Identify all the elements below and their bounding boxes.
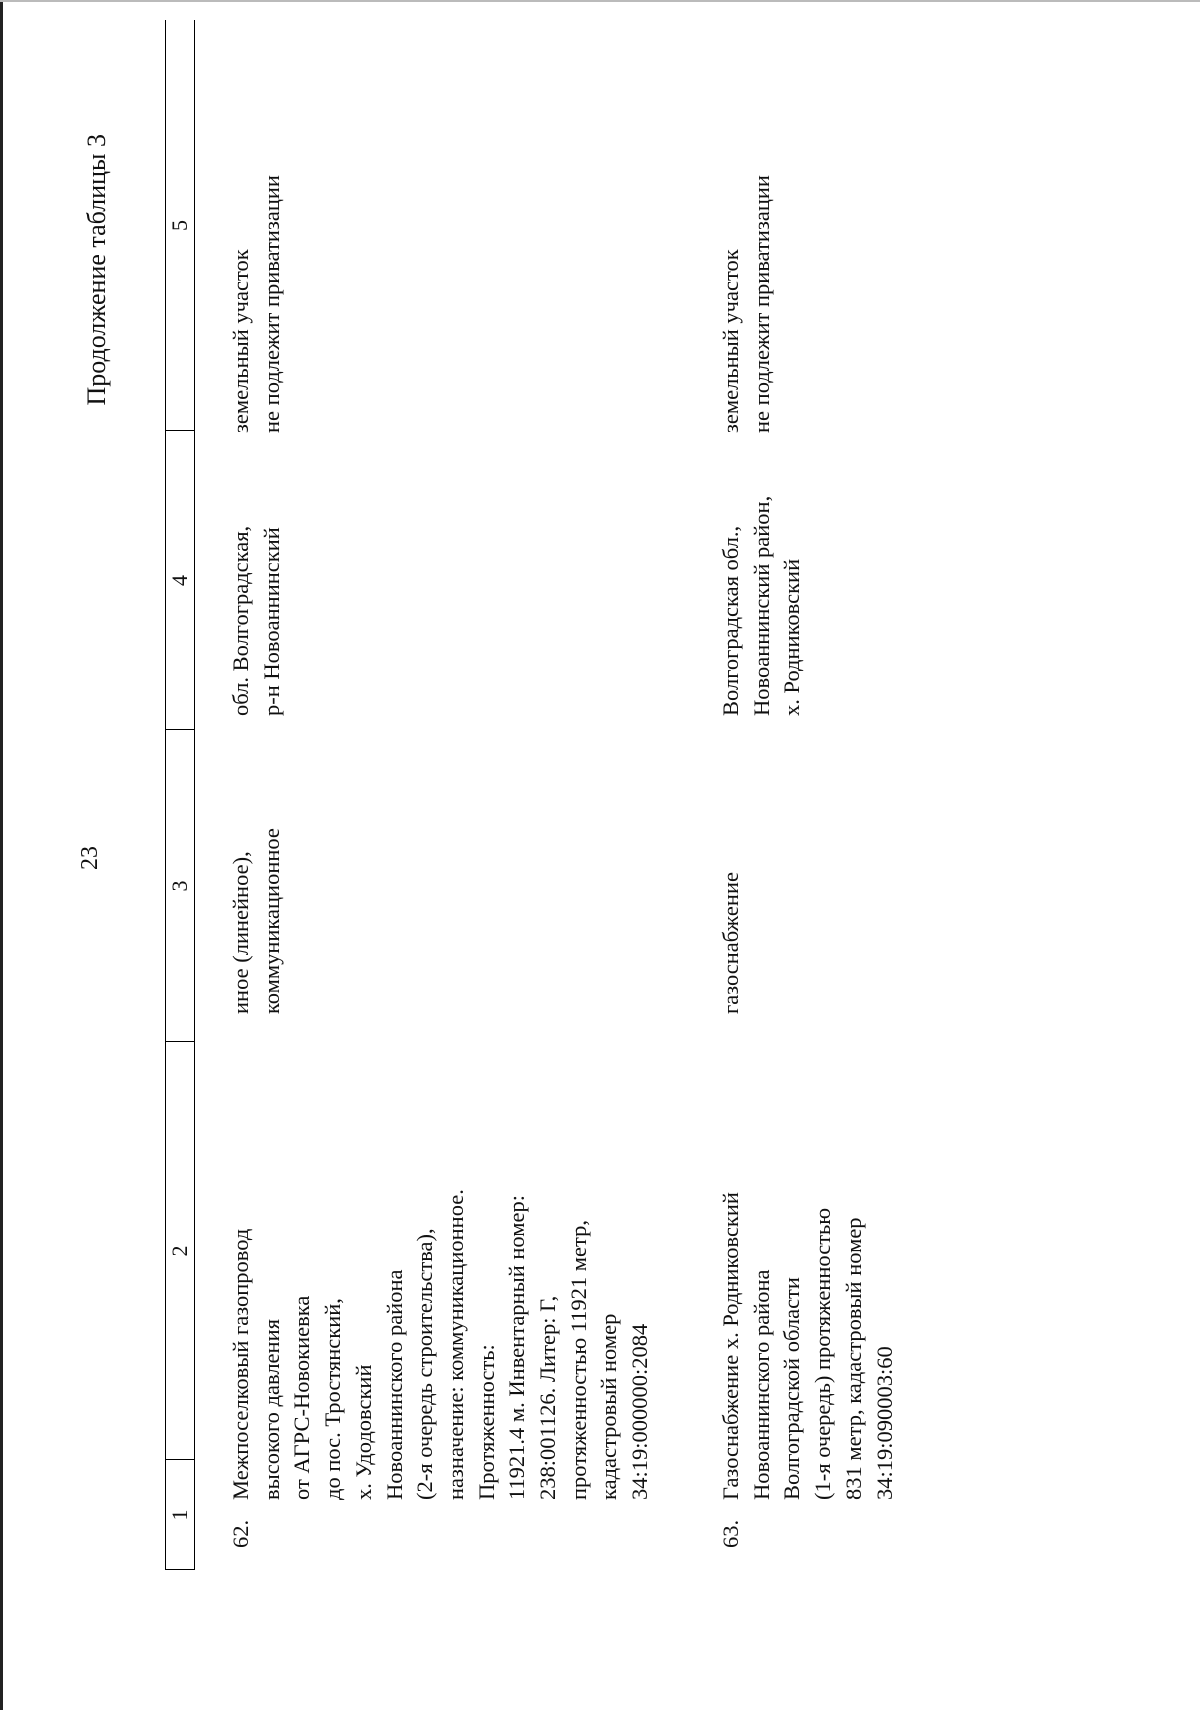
object-name-line: 34:19:000000:2084	[627, 1323, 653, 1500]
land-plot-status-line: не подлежит приватизации	[258, 175, 284, 433]
object-name-line: Новоаннинского района	[381, 1269, 407, 1500]
object-purpose-line: газоснабжение	[718, 872, 743, 1014]
column-header-5: 5	[167, 220, 192, 231]
column-header-3: 3	[167, 880, 192, 892]
land-plot-status-line: земельный участок	[228, 249, 253, 433]
object-name	[226, 1189, 656, 1500]
row-number: 62.	[228, 1519, 253, 1548]
object-name-line: Протяженность:	[473, 1344, 499, 1500]
object-purpose-line: иное (линейное),	[228, 851, 253, 1014]
land-plot-status	[716, 175, 777, 433]
object-name-line: до пос. Тростянский,	[320, 1298, 346, 1500]
object-name-line: Межпоселковый газопровод	[228, 1228, 253, 1500]
table-continuation-label: Продолжение таблицы 3	[82, 134, 111, 406]
object-name-line: Волгоградской области	[779, 1277, 805, 1500]
object-purpose	[226, 828, 287, 1014]
object-name-line: назначение: коммуникационное.	[442, 1189, 468, 1500]
object-name-line: кадастровый номер	[596, 1313, 622, 1500]
object-address-line: х. Родниковский	[779, 558, 805, 716]
object-name-line: (2-я очередь строительства),	[412, 1228, 438, 1500]
object-name-line: х. Удодовский	[350, 1364, 376, 1500]
object-name-line: 831 метр, кадастровый номер	[840, 1217, 866, 1500]
land-plot-status-line: земельный участок	[718, 249, 743, 433]
object-name	[716, 1192, 900, 1500]
object-address-line: обл. Волгоградская,	[228, 525, 253, 716]
object-purpose-line: коммуникационное	[258, 828, 284, 1014]
object-name-line: 238:001126. Литер: Г,	[535, 1295, 561, 1500]
object-name-line: Новоаннинского района	[748, 1269, 774, 1500]
object-name-line: 11921.4 м. Инвентарный номер:	[504, 1195, 530, 1500]
row-number: 63.	[718, 1519, 743, 1548]
column-header-1: 1	[167, 1509, 192, 1521]
object-address-line: р-н Новоаннинский	[258, 527, 284, 716]
land-plot-status-line: не подлежит приватизации	[748, 175, 774, 433]
object-name-line: от АГРС-Новокиевка	[289, 1295, 315, 1500]
object-address	[226, 526, 287, 716]
object-purpose	[716, 872, 747, 1014]
column-header-4: 4	[167, 575, 192, 586]
header-bottom-border	[194, 20, 195, 1570]
object-address-line: Волгоградская обл.,	[718, 525, 743, 716]
object-address	[716, 496, 808, 716]
column-header-2: 2	[167, 1245, 192, 1257]
object-address-line: Новоаннинский район,	[748, 495, 774, 716]
land-plot-status	[226, 175, 287, 433]
object-name-line: 34:19:090003:60	[871, 1346, 897, 1500]
object-name-line: Газоснабжение х. Родниковский	[718, 1192, 743, 1500]
object-name-line: (1-я очередь) протяженностью	[810, 1207, 836, 1500]
object-name-line: высокого давления	[258, 1319, 284, 1500]
object-name-line: протяженностью 11921 метр,	[565, 1219, 591, 1500]
page-number: 23	[77, 846, 103, 870]
